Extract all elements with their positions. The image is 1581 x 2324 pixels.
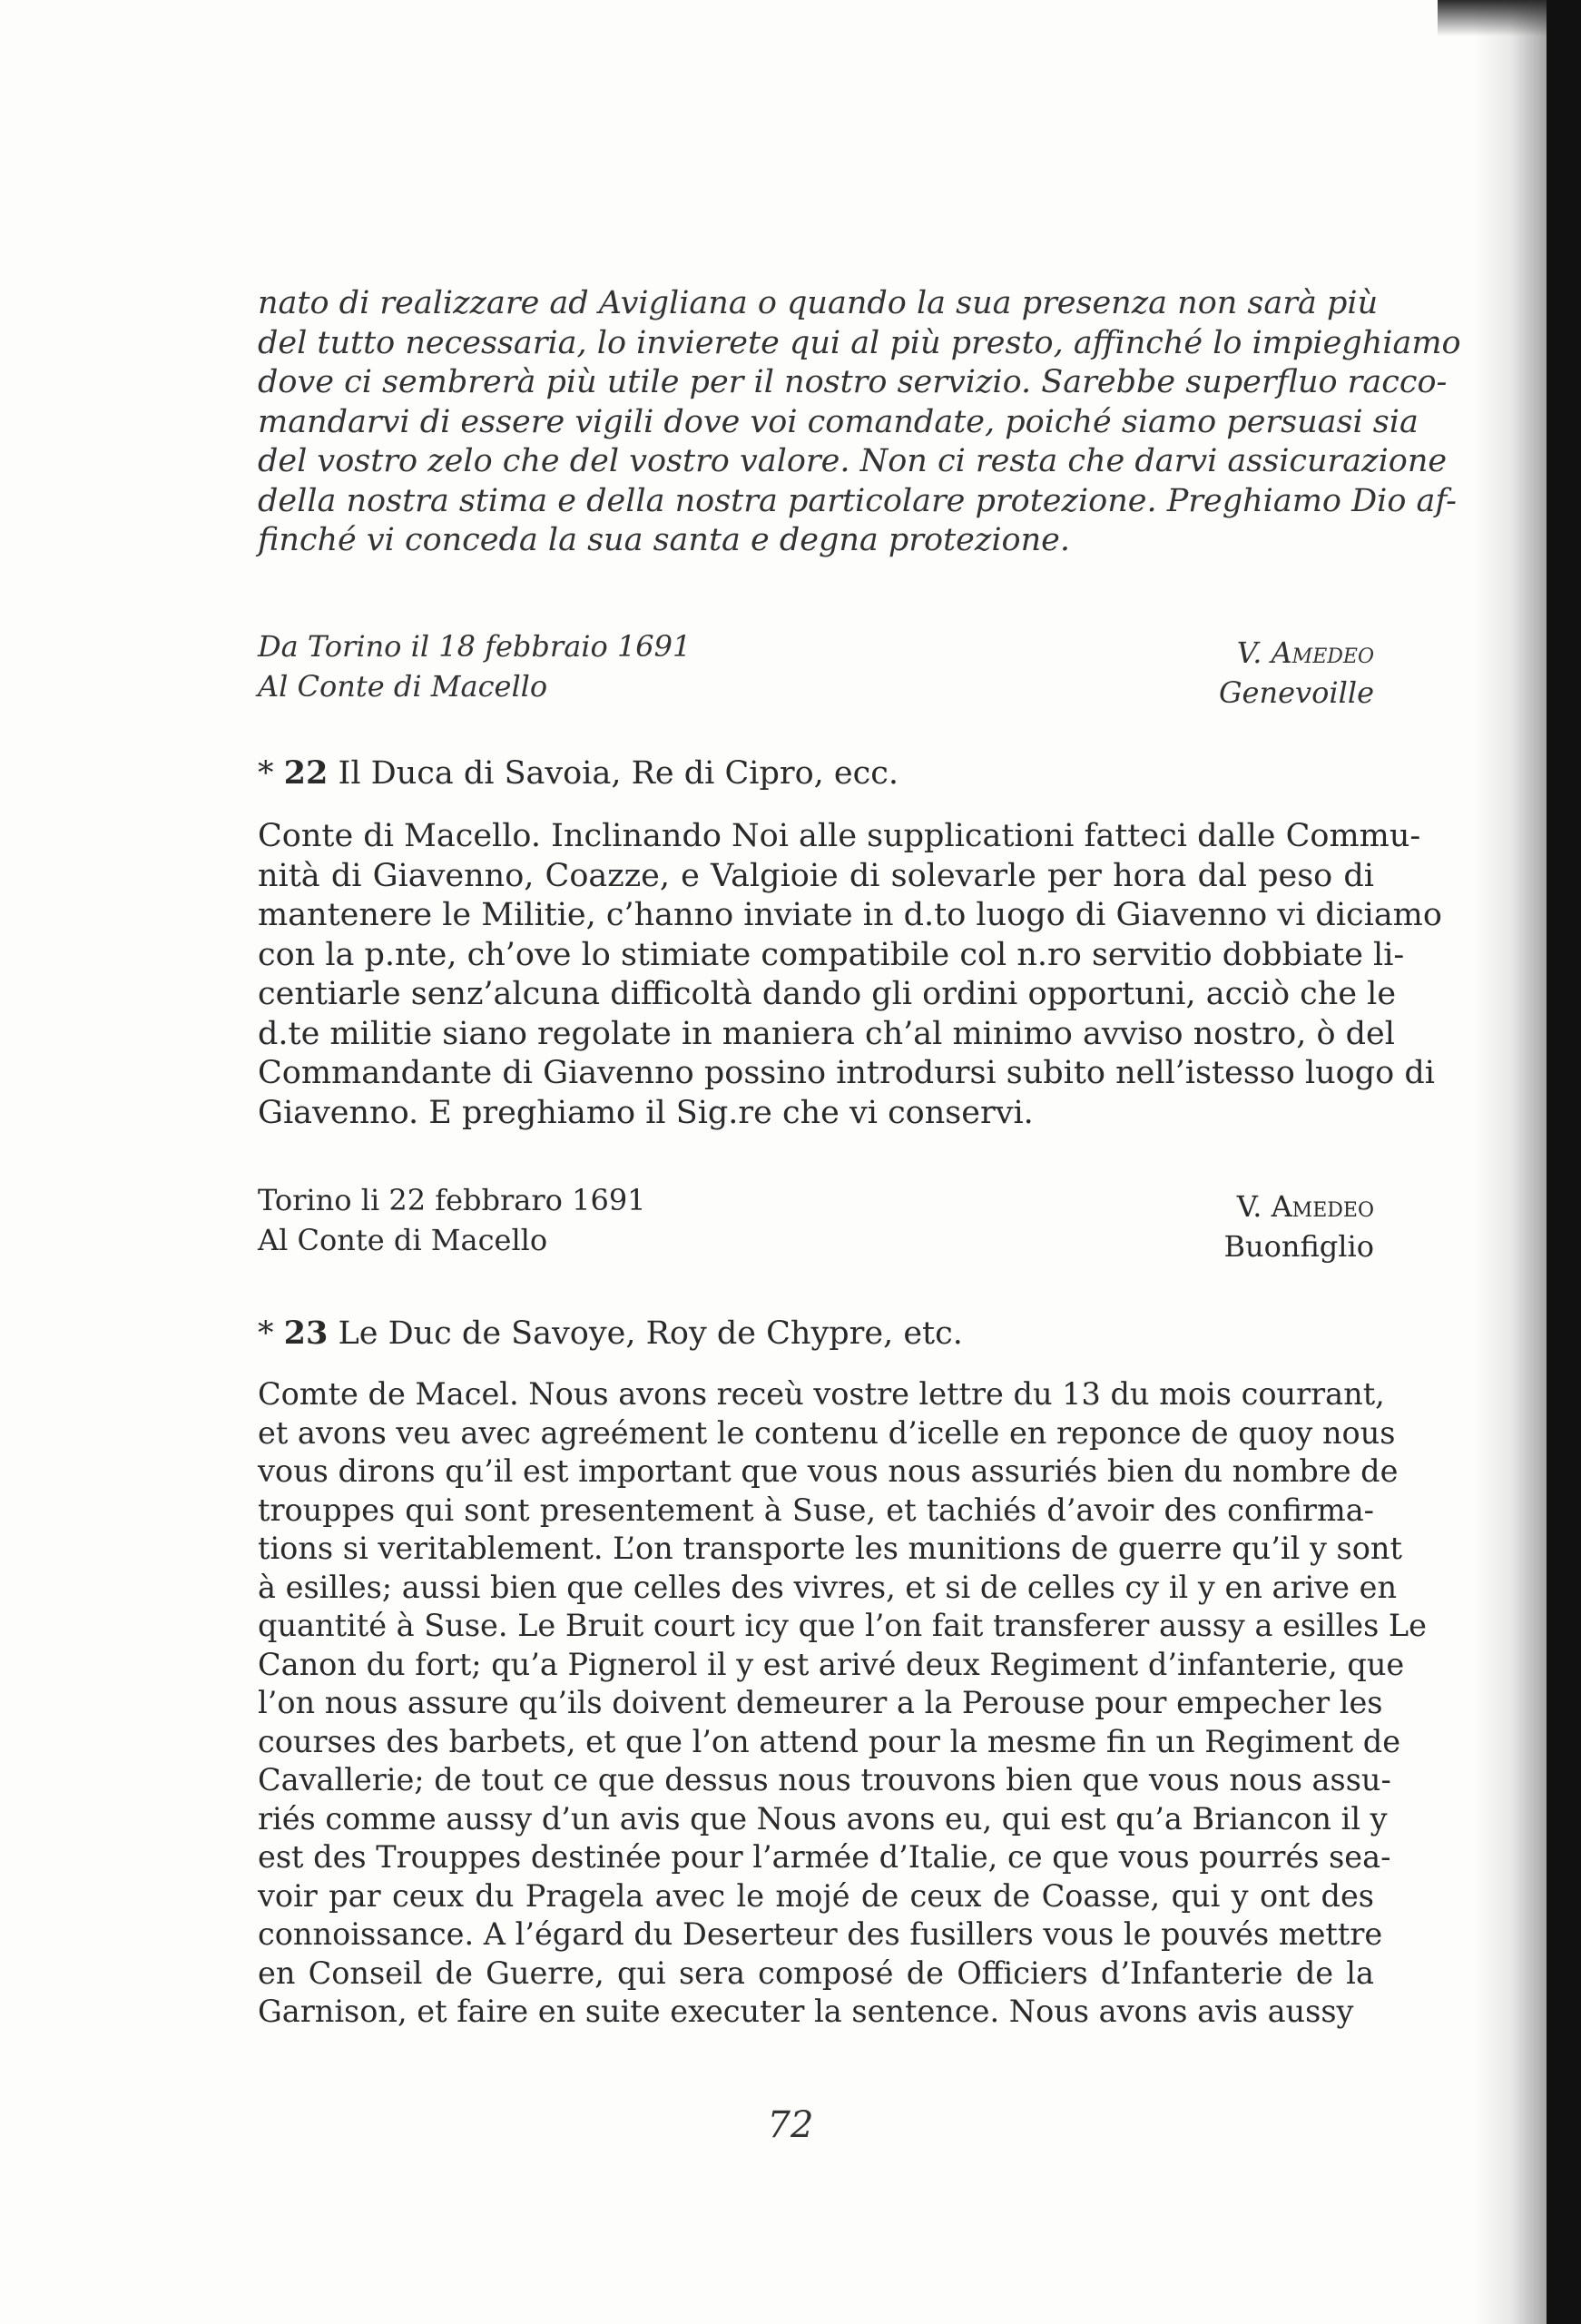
text-line: vous dirons qu’il est important que vous nous assuriés bien du nombre de — [258, 1453, 1399, 1489]
countersign: Buonfiglio — [1223, 1229, 1374, 1264]
letter-22-heading — [258, 753, 899, 793]
text-line: connoissance. A l’égard du Deserteur des fusillers vous le pouvés mettre — [258, 1916, 1383, 1952]
text-line: del vostro zelo che del vostro valore. Non ci resta che darvi assicurazione — [258, 443, 1448, 479]
text-line: en Conseil de Guerre, qui sera composé de Officiers d’Infanterie de la — [258, 1955, 1374, 1991]
text-line: trouppes qui sont presentement à Suse, et tachiés d’avoir des confirma- — [258, 1492, 1374, 1528]
text-line: della nostra stima e della nostra particolare protezione. Preghiamo Dio af- — [258, 482, 1457, 519]
asterisk-marker: * — [258, 755, 274, 792]
letter-21-body — [258, 284, 1461, 561]
binding-edge — [1547, 0, 1581, 2324]
text-line: Garnison, et faire en suite executer la sentence. Nous avons avis aussy — [258, 1994, 1354, 2029]
letter-23-body — [258, 1375, 1427, 2032]
text-line: Cavallerie; de tout ce que dessus nous trouvons bien que vous nous assu- — [258, 1762, 1391, 1797]
letter-21-place-date — [258, 626, 691, 706]
text-line: nato di realizzare ad Avigliana o quando la sua presenza non sarà più — [258, 285, 1379, 321]
text-line: tions si veritablement. L’on transporte les munitions de guerre qu’il y sont — [258, 1531, 1402, 1566]
text-line: centiarle senz’alcuna difficoltà dando gli ordini opportuni, acciò che le — [258, 976, 1397, 1012]
text-line: del tutto necessaria, lo invierete qui al più presto, affinché lo impieghiamo — [258, 324, 1461, 361]
text-line: et avons veu avec agreément le contenu d’icelle en reponce de quoy nous — [258, 1414, 1396, 1451]
letter-22-body — [258, 817, 1442, 1133]
letter-23-heading — [258, 1314, 963, 1354]
letter-number: 22 — [283, 754, 329, 792]
text-line: est des Trouppes destinée pour l’armée d’Italie, ce que vous pourrés sea- — [258, 1839, 1391, 1875]
signature: V. Amedeo — [1236, 1189, 1374, 1224]
text-line: riés comme aussy d’un avis que Nous avons eu, qui est qu’a Briancon il y — [258, 1800, 1388, 1837]
place-date: Torino li 22 febbraro 1691 — [258, 1183, 646, 1217]
text-line: con la p.nte, ch’ove lo stimiate compatibile col n.ro servitio dobbiate li- — [258, 936, 1405, 973]
text-line: mantenere le Militie, c’hanno inviate in d.to luogo di Giavenno vi diciamo — [258, 897, 1442, 933]
text-line: mandarvi di essere vigili dove voi comandate, poiché siamo persuasi sia — [258, 403, 1419, 440]
letter-number: 23 — [283, 1315, 329, 1352]
text-line: courses des barbets, et que l’on attend pour la mesme fin un Regiment de — [258, 1723, 1401, 1759]
page-number: 72 — [767, 2104, 814, 2146]
text-line: Conte di Macello. Inclinando Noi alle supplicationi fatteci dalle Commu- — [258, 818, 1421, 854]
text-line: finché vi conceda la sua santa e degna protezione. — [258, 522, 1070, 558]
text-line: nità di Giavenno, Coazze, e Valgioie di solevarle per hora dal peso di — [258, 857, 1374, 894]
asterisk-marker: * — [258, 1315, 274, 1352]
letter-22-signatures — [1223, 1187, 1374, 1266]
text-line: Canon du fort; qu’a Pignerol il y est arivé deux Regiment d’infanterie, que — [258, 1646, 1405, 1682]
text-line: Giavenno. E preghiamo il Sig.re che vi conservi. — [258, 1094, 1034, 1131]
countersign: Genevoille — [1218, 675, 1374, 710]
binding-top-shadow — [1438, 0, 1547, 36]
signature: V. Amedeo — [1236, 635, 1374, 670]
text-line: quantité à Suse. Le Bruit court icy que l’on fait transferer aussy a esilles Le — [258, 1608, 1427, 1643]
text-line: voir par ceux du Pragela avec le mojé de ceux de Coasse, qui y ont des — [258, 1877, 1374, 1914]
letter-heading: Il Duca di Savoia, Re di Cipro, ecc. — [338, 755, 899, 792]
addressee: Al Conte di Macello — [258, 669, 548, 704]
letter-22-place-date — [258, 1180, 646, 1260]
text-line: Comte de Macel. Nous avons receù vostre lettre du 13 du mois courrant, — [258, 1376, 1385, 1412]
text-line: dove ci sembrerà più utile per il nostro servizio. Sarebbe superfluo racco- — [258, 364, 1448, 400]
letter-21-signatures — [1219, 633, 1374, 713]
text-line: à esilles; aussi bien que celles des vivres, et si de celles cy il y en arive en — [258, 1569, 1398, 1605]
text-line: Commandante di Giavenno possino introdursi subito nell’istesso luogo di — [258, 1055, 1435, 1091]
place-date: Da Torino il 18 febbraio 1691 — [258, 629, 692, 664]
addressee: Al Conte di Macello — [258, 1223, 548, 1257]
text-line: l’on nous assure qu’ils doivent demeurer a la Perouse pour empecher les — [258, 1685, 1383, 1720]
text-line: d.te militie siano regolate in maniera ch’al minimo avviso nostro, ò del — [258, 1015, 1395, 1052]
letter-heading: Le Duc de Savoye, Roy de Chypre, etc. — [338, 1315, 963, 1352]
